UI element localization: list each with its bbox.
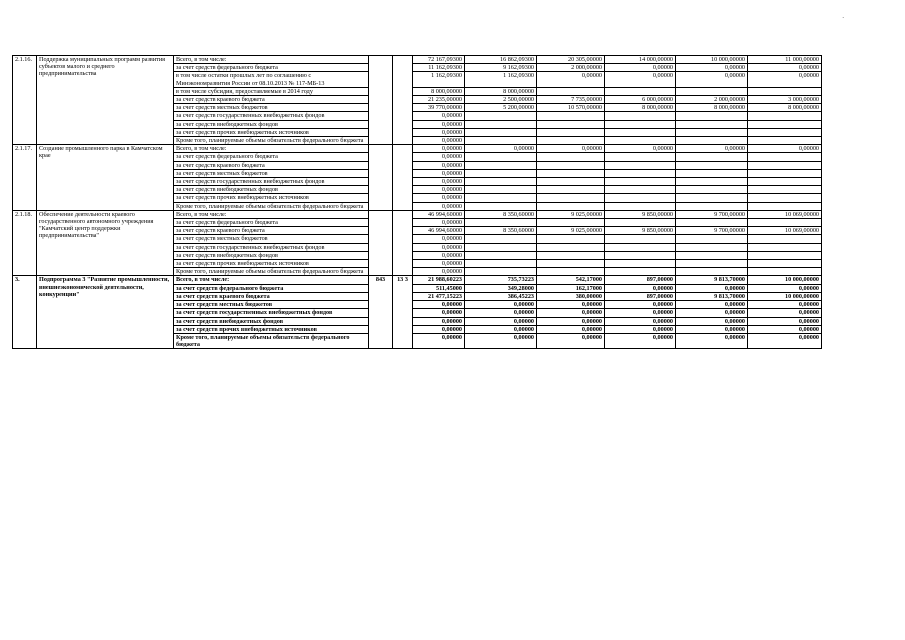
total-value: 0,00000 <box>413 219 465 227</box>
year-value <box>537 251 605 259</box>
year-value <box>676 202 748 210</box>
year-value <box>605 243 676 251</box>
funding-source-label: за счет средств краевого бюджета <box>174 96 369 104</box>
grbs-code <box>369 210 393 276</box>
year-value <box>537 268 605 276</box>
year-value <box>676 243 748 251</box>
funding-source-label: в том числе субсидия, предоставляемые в 2014 году <box>174 87 369 95</box>
funding-source-label: за счет средств федерального бюджета <box>174 219 369 227</box>
year-value: 5 200,00000 <box>465 104 537 112</box>
year-value: 0,00000 <box>605 145 676 153</box>
year-value: 897,00000 <box>605 276 676 284</box>
total-value: 0,00000 <box>413 178 465 186</box>
year-value: 0,00000 <box>605 301 676 309</box>
year-value: 1 162,09300 <box>465 72 537 87</box>
year-value: 349,28000 <box>465 284 537 292</box>
year-value <box>465 178 537 186</box>
year-value <box>605 219 676 227</box>
total-value: 0,00000 <box>413 161 465 169</box>
row-code: 2.1.18. <box>13 210 37 276</box>
year-value: 386,45223 <box>465 292 537 300</box>
funding-source-label: Всего, в том числе: <box>174 276 369 284</box>
year-value: 9 162,09300 <box>465 64 537 72</box>
total-value: 0,00000 <box>413 128 465 136</box>
year-value <box>465 235 537 243</box>
year-value: 0,00000 <box>537 309 605 317</box>
year-value <box>676 186 748 194</box>
year-value: 0,00000 <box>465 333 537 348</box>
row-code: 2.1.17. <box>13 145 37 211</box>
funding-source-label: за счет средств внебюджетных фондов <box>174 251 369 259</box>
year-value <box>605 161 676 169</box>
year-value <box>605 178 676 186</box>
year-value: 14 000,00000 <box>605 56 676 64</box>
year-value <box>676 194 748 202</box>
total-value: 46 994,60000 <box>413 210 465 218</box>
total-value: 0,00000 <box>413 137 465 145</box>
funding-source-label: за счет средств местных бюджетов <box>174 104 369 112</box>
year-value <box>676 137 748 145</box>
year-value: 3 000,00000 <box>748 96 822 104</box>
total-value: 0,00000 <box>413 169 465 177</box>
total-value: 0,00000 <box>413 112 465 120</box>
total-value: 0,00000 <box>413 317 465 325</box>
year-value: 0,00000 <box>676 145 748 153</box>
year-value <box>465 120 537 128</box>
year-value: 0,00000 <box>676 72 748 87</box>
funding-source-label: Всего, в том числе: <box>174 145 369 153</box>
year-value <box>605 251 676 259</box>
year-value: 0,00000 <box>676 309 748 317</box>
year-value: 0,00000 <box>748 145 822 153</box>
program-code <box>393 145 413 211</box>
year-value: 9 850,00000 <box>605 227 676 235</box>
year-value <box>537 194 605 202</box>
year-value: 0,00000 <box>605 333 676 348</box>
total-value: 0,00000 <box>413 268 465 276</box>
year-value: 0,00000 <box>676 325 748 333</box>
year-value: 10 000,00000 <box>676 56 748 64</box>
year-value <box>748 169 822 177</box>
year-value: 735,73223 <box>465 276 537 284</box>
year-value: 0,00000 <box>537 145 605 153</box>
year-value <box>676 178 748 186</box>
year-value <box>748 120 822 128</box>
year-value <box>748 219 822 227</box>
year-value <box>748 235 822 243</box>
year-value: 0,00000 <box>676 333 748 348</box>
total-value: 0,00000 <box>413 251 465 259</box>
year-value <box>605 153 676 161</box>
year-value: 0,00000 <box>537 333 605 348</box>
year-value <box>537 219 605 227</box>
year-value: 0,00000 <box>748 284 822 292</box>
year-value <box>748 178 822 186</box>
year-value: 10 069,00000 <box>748 210 822 218</box>
year-value <box>676 235 748 243</box>
year-value <box>537 169 605 177</box>
year-value: 8 000,00000 <box>605 104 676 112</box>
year-value <box>676 260 748 268</box>
year-value <box>748 260 822 268</box>
year-value <box>605 268 676 276</box>
year-value: 0,00000 <box>748 317 822 325</box>
year-value <box>676 251 748 259</box>
year-value: 0,00000 <box>748 333 822 348</box>
year-value: 380,00000 <box>537 292 605 300</box>
funding-source-label: за счет средств федерального бюджета <box>174 64 369 72</box>
total-value: 0,00000 <box>413 309 465 317</box>
year-value <box>676 128 748 136</box>
funding-source-label: за счет средств государственных внебюджетных фондов <box>174 112 369 120</box>
year-value <box>465 128 537 136</box>
year-value <box>465 268 537 276</box>
year-value: 0,00000 <box>605 317 676 325</box>
grbs-code <box>369 56 393 145</box>
year-value <box>537 137 605 145</box>
funding-source-label: Всего, в том числе: <box>174 210 369 218</box>
grbs-code: 843 <box>369 276 393 349</box>
year-value: 0,00000 <box>605 309 676 317</box>
funding-source-label: за счет средств государственных внебюджетных фондов <box>174 178 369 186</box>
year-value <box>465 219 537 227</box>
funding-source-label: Кроме того, планируемые объемы обязательств федерального бюджета <box>174 268 369 276</box>
total-value: 11 162,09300 <box>413 64 465 72</box>
year-value <box>676 112 748 120</box>
funding-source-label: за счет средств государственных внебюджетных фондов <box>174 309 369 317</box>
budget-table <box>12 55 895 349</box>
year-value <box>748 87 822 95</box>
funding-source-label: за счет средств прочих внебюджетных источников <box>174 128 369 136</box>
year-value: 0,00000 <box>465 309 537 317</box>
funding-source-label: Всего, в том числе: <box>174 56 369 64</box>
year-value: 0,00000 <box>465 317 537 325</box>
year-value <box>537 112 605 120</box>
row-code: 3. <box>13 276 37 349</box>
year-value: 0,00000 <box>537 72 605 87</box>
year-value <box>748 194 822 202</box>
funding-source-label: Кроме того, планируемые объемы обязательств федерального бюджета <box>174 137 369 145</box>
funding-source-label: в том числе остатки прошлых лет по соглашению с Минэкономразвития России от 08.10.2013 № 117-МБ-13 <box>174 72 369 87</box>
year-value: 542,17000 <box>537 276 605 284</box>
year-value <box>465 112 537 120</box>
funding-source-label: за счет средств государственных внебюджетных фондов <box>174 243 369 251</box>
year-value <box>605 120 676 128</box>
year-value <box>465 186 537 194</box>
year-value <box>465 153 537 161</box>
funding-source-label: за счет средств краевого бюджета <box>174 161 369 169</box>
year-value: 10 000,00000 <box>748 292 822 300</box>
year-value: 8 000,00000 <box>748 104 822 112</box>
year-value: 10 000,00000 <box>748 276 822 284</box>
funding-source-label: за счет средств прочих внебюджетных источников <box>174 325 369 333</box>
year-value: 0,00000 <box>537 301 605 309</box>
year-value <box>676 169 748 177</box>
year-value <box>748 202 822 210</box>
year-value <box>537 202 605 210</box>
year-value <box>537 161 605 169</box>
year-value <box>676 120 748 128</box>
total-value: 0,00000 <box>413 333 465 348</box>
total-value: 0,00000 <box>413 235 465 243</box>
total-value: 511,45000 <box>413 284 465 292</box>
year-value <box>748 128 822 136</box>
year-value <box>537 128 605 136</box>
year-value <box>465 137 537 145</box>
year-value <box>748 251 822 259</box>
total-value: 21 988,60223 <box>413 276 465 284</box>
table-row <box>13 210 895 218</box>
year-value: 162,17000 <box>537 284 605 292</box>
year-value <box>605 137 676 145</box>
year-value <box>605 260 676 268</box>
total-value: 0,00000 <box>413 186 465 194</box>
year-value: 20 305,00000 <box>537 56 605 64</box>
total-value: 72 167,09300 <box>413 56 465 64</box>
total-value: 0,00000 <box>413 120 465 128</box>
year-value <box>537 120 605 128</box>
year-value <box>605 235 676 243</box>
grbs-code <box>369 145 393 211</box>
year-value: 9 850,00000 <box>605 210 676 218</box>
year-value: 0,00000 <box>748 72 822 87</box>
year-value: 2 000,00000 <box>676 96 748 104</box>
year-value <box>537 153 605 161</box>
total-value: 1 162,09300 <box>413 72 465 87</box>
year-value <box>605 202 676 210</box>
year-value <box>465 169 537 177</box>
funding-source-label: Кроме того, планируемые объемы обязательств федерального бюджета <box>174 202 369 210</box>
year-value <box>605 87 676 95</box>
table-row <box>13 145 895 153</box>
year-value <box>676 153 748 161</box>
year-value: 7 735,00000 <box>537 96 605 104</box>
year-value: 0,00000 <box>465 325 537 333</box>
year-value: 11 000,00000 <box>748 56 822 64</box>
year-value: 16 862,09300 <box>465 56 537 64</box>
year-value: 0,00000 <box>676 64 748 72</box>
funding-source-label: за счет средств федерального бюджета <box>174 284 369 292</box>
year-value: 8 350,60000 <box>465 210 537 218</box>
page-mark: · <box>842 14 845 22</box>
funding-source-label: за счет средств местных бюджетов <box>174 301 369 309</box>
year-value <box>748 268 822 276</box>
total-value: 0,00000 <box>413 145 465 153</box>
year-value: 9 813,70000 <box>676 276 748 284</box>
year-value: 897,00000 <box>605 292 676 300</box>
year-value: 0,00000 <box>605 325 676 333</box>
total-value: 21 477,15223 <box>413 292 465 300</box>
year-value: 8 000,00000 <box>465 87 537 95</box>
year-value <box>676 268 748 276</box>
total-value: 0,00000 <box>413 202 465 210</box>
year-value: 0,00000 <box>676 284 748 292</box>
funding-source-label: за счет средств федерального бюджета <box>174 153 369 161</box>
row-name: Создание промышленного парка в Камчатском крае <box>37 145 174 211</box>
table-row <box>13 56 895 64</box>
program-code <box>393 210 413 276</box>
year-value <box>748 153 822 161</box>
program-code: 13 3 <box>393 276 413 349</box>
year-value: 0,00000 <box>605 64 676 72</box>
total-value: 39 770,00000 <box>413 104 465 112</box>
year-value <box>537 235 605 243</box>
year-value: 10 570,00000 <box>537 104 605 112</box>
year-value: 0,00000 <box>748 325 822 333</box>
year-value <box>465 194 537 202</box>
year-value: 0,00000 <box>676 317 748 325</box>
year-value <box>748 243 822 251</box>
year-value <box>465 260 537 268</box>
funding-source-label: Кроме того, планируемые объемы обязательств федерального бюджета <box>174 333 369 348</box>
total-value: 0,00000 <box>413 194 465 202</box>
year-value <box>537 87 605 95</box>
year-value: 0,00000 <box>605 72 676 87</box>
year-value: 0,00000 <box>748 309 822 317</box>
total-value: 0,00000 <box>413 301 465 309</box>
year-value <box>748 186 822 194</box>
year-value <box>748 112 822 120</box>
year-value <box>676 219 748 227</box>
funding-source-label: за счет средств внебюджетных фондов <box>174 186 369 194</box>
funding-source-label: за счет средств местных бюджетов <box>174 169 369 177</box>
year-value: 9 700,00000 <box>676 227 748 235</box>
year-value: 9 025,00000 <box>537 227 605 235</box>
year-value <box>676 161 748 169</box>
year-value: 9 700,00000 <box>676 210 748 218</box>
total-value: 0,00000 <box>413 243 465 251</box>
total-value: 8 000,00000 <box>413 87 465 95</box>
total-value: 21 235,00000 <box>413 96 465 104</box>
year-value: 0,00000 <box>537 317 605 325</box>
total-value: 0,00000 <box>413 153 465 161</box>
year-value: 9 025,00000 <box>537 210 605 218</box>
year-value <box>537 178 605 186</box>
row-name: Поддержка муниципальных программ развития субъектов малого и среднего предпринимательства <box>37 56 174 145</box>
row-code: 2.1.16. <box>13 56 37 145</box>
year-value: 0,00000 <box>748 301 822 309</box>
total-value: 0,00000 <box>413 260 465 268</box>
year-value <box>537 186 605 194</box>
year-value <box>465 202 537 210</box>
year-value <box>605 112 676 120</box>
year-value <box>537 243 605 251</box>
funding-source-label: за счет средств внебюджетных фондов <box>174 120 369 128</box>
year-value <box>537 260 605 268</box>
year-value <box>748 137 822 145</box>
year-value <box>465 243 537 251</box>
year-value: 0,00000 <box>537 325 605 333</box>
year-value <box>605 194 676 202</box>
table-row <box>13 276 895 284</box>
year-value: 0,00000 <box>465 145 537 153</box>
year-value: 0,00000 <box>748 64 822 72</box>
year-value <box>676 87 748 95</box>
year-value <box>605 169 676 177</box>
year-value <box>748 161 822 169</box>
year-value: 8 350,60000 <box>465 227 537 235</box>
total-value: 46 994,60000 <box>413 227 465 235</box>
year-value: 6 000,00000 <box>605 96 676 104</box>
funding-source-label: за счет средств местных бюджетов <box>174 235 369 243</box>
year-value: 9 813,70000 <box>676 292 748 300</box>
funding-source-label: за счет средств краевого бюджета <box>174 292 369 300</box>
year-value: 2 500,00000 <box>465 96 537 104</box>
funding-source-label: за счет средств прочих внебюджетных источников <box>174 260 369 268</box>
year-value: 8 000,00000 <box>676 104 748 112</box>
year-value <box>465 161 537 169</box>
row-name: Подпрограмма 3 "Развитие промышленности, внешнеэкономической деятельности, конкуренции" <box>37 276 174 349</box>
year-value <box>605 186 676 194</box>
year-value: 10 069,00000 <box>748 227 822 235</box>
funding-source-label: за счет средств прочих внебюджетных источников <box>174 194 369 202</box>
total-value: 0,00000 <box>413 325 465 333</box>
year-value: 0,00000 <box>465 301 537 309</box>
program-code <box>393 56 413 145</box>
year-value <box>605 128 676 136</box>
year-value: 0,00000 <box>605 284 676 292</box>
funding-source-label: за счет средств краевого бюджета <box>174 227 369 235</box>
year-value: 2 000,00000 <box>537 64 605 72</box>
year-value: 0,00000 <box>676 301 748 309</box>
funding-source-label: за счет средств внебюджетных фондов <box>174 317 369 325</box>
row-name: Обеспечение деятельности краевого государственного автономного учреждения "Камчатский центр поддержки предпринимательства" <box>37 210 174 276</box>
year-value <box>465 251 537 259</box>
